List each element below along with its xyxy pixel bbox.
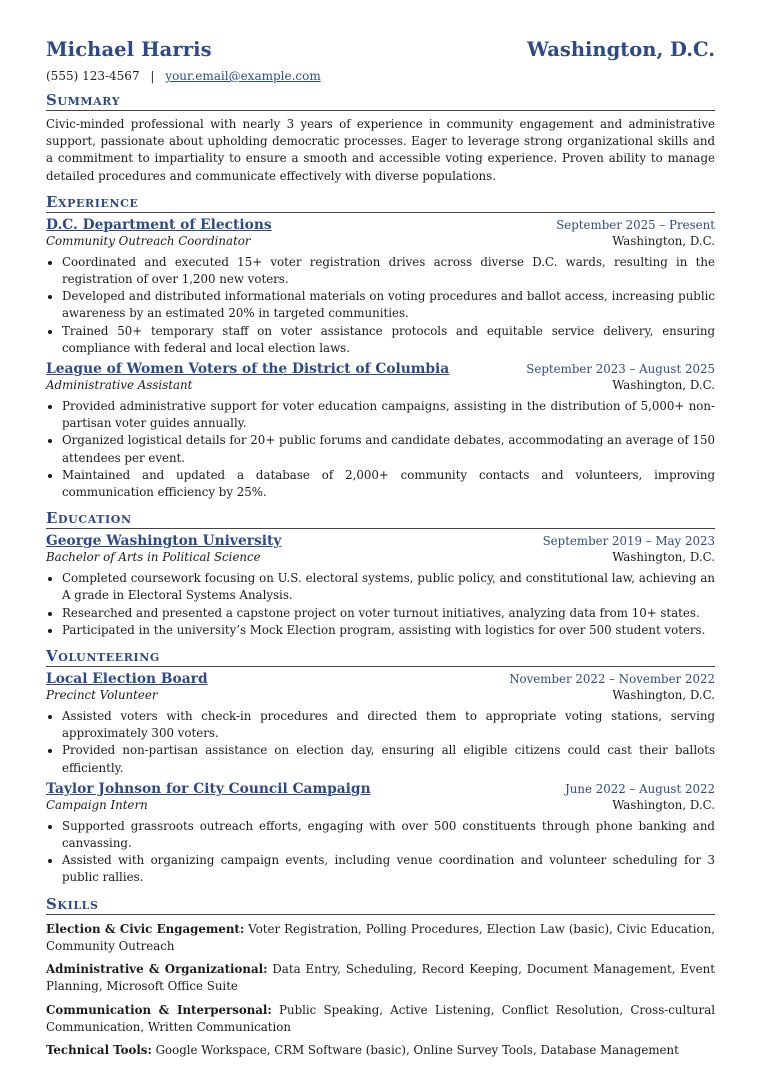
skill-label: Communication & Interpersonal: [46,1002,272,1017]
skill-value: Data Entry, Scheduling, Record Keeping, Document Management, Event Planning, Microsoft Office Suite [46,962,715,994]
skill-row [46,1042,715,1059]
skills-heading: Skills [46,896,715,915]
education-entry [46,533,715,639]
bullet-item: • Assisted with organizing campaign events, including venue coordination and volunteer scheduling for 3 public rallies. [62,852,715,886]
bullet-list [46,254,715,357]
entry-role: Campaign Intern [46,797,148,812]
bullet-item: • Supported grassroots outreach efforts, engaging with over 500 constituents through phone banking and canvassing. [62,818,715,852]
bullet-item: • Assisted voters with check-in procedures and directed them to appropriate voting stations, serving approximately 300 voters. [62,708,715,742]
experience-entry [46,361,715,501]
phone-number: (555) 123-4567 [46,69,140,83]
organization-link[interactable]: Taylor Johnson for City Council Campaign [46,780,371,797]
organization-link[interactable]: Local Election Board [46,671,208,688]
entry-role: Precinct Volunteer [46,688,158,703]
entry-location: Washington, D.C. [612,688,715,703]
skill-row [46,1002,715,1036]
bullet-item: • Provided non-partisan assistance on election day, ensuring all eligible citizens could cast their ballots efficiently. [62,742,715,776]
entry-location: Washington, D.C. [612,550,715,565]
volunteering-entry [46,671,715,777]
skill-value: Voter Registration, Polling Procedures, Election Law (basic), Civic Education, Community Outreach [46,921,716,953]
volunteering-entry [46,781,715,887]
bullet-item: • Developed and distributed informational materials on voting procedures and ballot access, increasing public awareness by an estimated 20% in targeted communities. [62,288,715,322]
organization-link[interactable]: George Washington University [46,533,282,550]
summary-text: Civic-minded professional with nearly 3 years of experience in community engagement and administrative support, passionate about upholding democratic processes. Eager to leverage strong organizational skills and a commitment to impartiality to ensure a smooth and accessible voting experience. Proven ability to manage detailed procedures and communicate effectively with diverse populations. [46,117,715,183]
education-heading: Education [46,510,715,529]
entry-role: Administrative Assistant [46,378,193,393]
entry-date: September 2023 – August 2025 [526,362,715,377]
experience-entry [46,217,715,357]
bullet-item: • Coordinated and executed 15+ voter registration drives across diverse D.C. wards, resulting in the registration of over 1,200 new voters. [62,254,715,288]
entry-date: June 2022 – August 2022 [565,781,715,796]
volunteering-heading: Volunteering [46,648,715,667]
resume-header [46,38,715,61]
experience-heading: Experience [46,194,715,213]
entry-location: Washington, D.C. [612,233,715,248]
candidate-name: Michael Harris [46,38,212,61]
bullet-list [46,818,715,887]
organization-link[interactable]: League of Women Voters of the District of Columbia [46,361,450,378]
entry-role: Bachelor of Arts in Political Science [46,550,261,565]
bullet-list [46,570,715,639]
skill-label: Election & Civic Engagement: [46,921,245,936]
bullet-item: • Researched and presented a capstone project on voter turnout initiatives, analyzing data from 10+ states. [62,605,715,622]
bullet-item: • Participated in the university’s Mock Election program, assisting with logistics for over 500 student voters. [62,622,715,639]
entry-role: Community Outreach Coordinator [46,233,251,248]
candidate-location: Washington, D.C. [527,38,715,61]
bullet-list [46,708,715,777]
skill-label: Administrative & Organizational: [46,962,268,977]
email-link[interactable]: your.email@example.com [165,69,321,83]
bullet-item: • Maintained and updated a database of 2,000+ community contacts and volunteers, improving communication efficiency by 25%. [62,467,715,501]
bullet-item: • Trained 50+ temporary staff on voter assistance protocols and equitable service delivery, ensuring compliance with federal and local election laws. [62,323,715,357]
entry-date: September 2019 – May 2023 [542,534,715,549]
skill-row [46,961,715,995]
skill-value: Google Workspace, CRM Software (basic), Online Survey Tools, Database Management [155,1042,679,1057]
contact-line [46,69,715,83]
bullet-item: • Organized logistical details for 20+ public forums and candidate debates, accommodating an average of 150 attendees per event. [62,432,715,466]
entry-location: Washington, D.C. [612,797,715,812]
bullet-list [46,398,715,501]
contact-separator: | [150,69,155,83]
bullet-item: • Completed coursework focusing on U.S. electoral systems, public policy, and constitutional law, achieving an A grade in Electoral Systems Analysis. [62,570,715,604]
bullet-item: • Provided administrative support for voter education campaigns, assisting in the distribution of 5,000+ non-partisan voter guides annually. [62,398,715,432]
skill-row [46,921,715,955]
skill-label: Technical Tools: [46,1042,152,1057]
skill-value: Public Speaking, Active Listening, Conflict Resolution, Cross-cultural Communication, Written Communication [46,1002,715,1034]
entry-date: November 2022 – November 2022 [509,672,715,687]
summary-heading: Summary [46,92,715,111]
resume-page [46,38,715,1059]
entry-date: September 2025 – Present [556,217,715,232]
organization-link[interactable]: D.C. Department of Elections [46,216,272,233]
entry-location: Washington, D.C. [612,378,715,393]
